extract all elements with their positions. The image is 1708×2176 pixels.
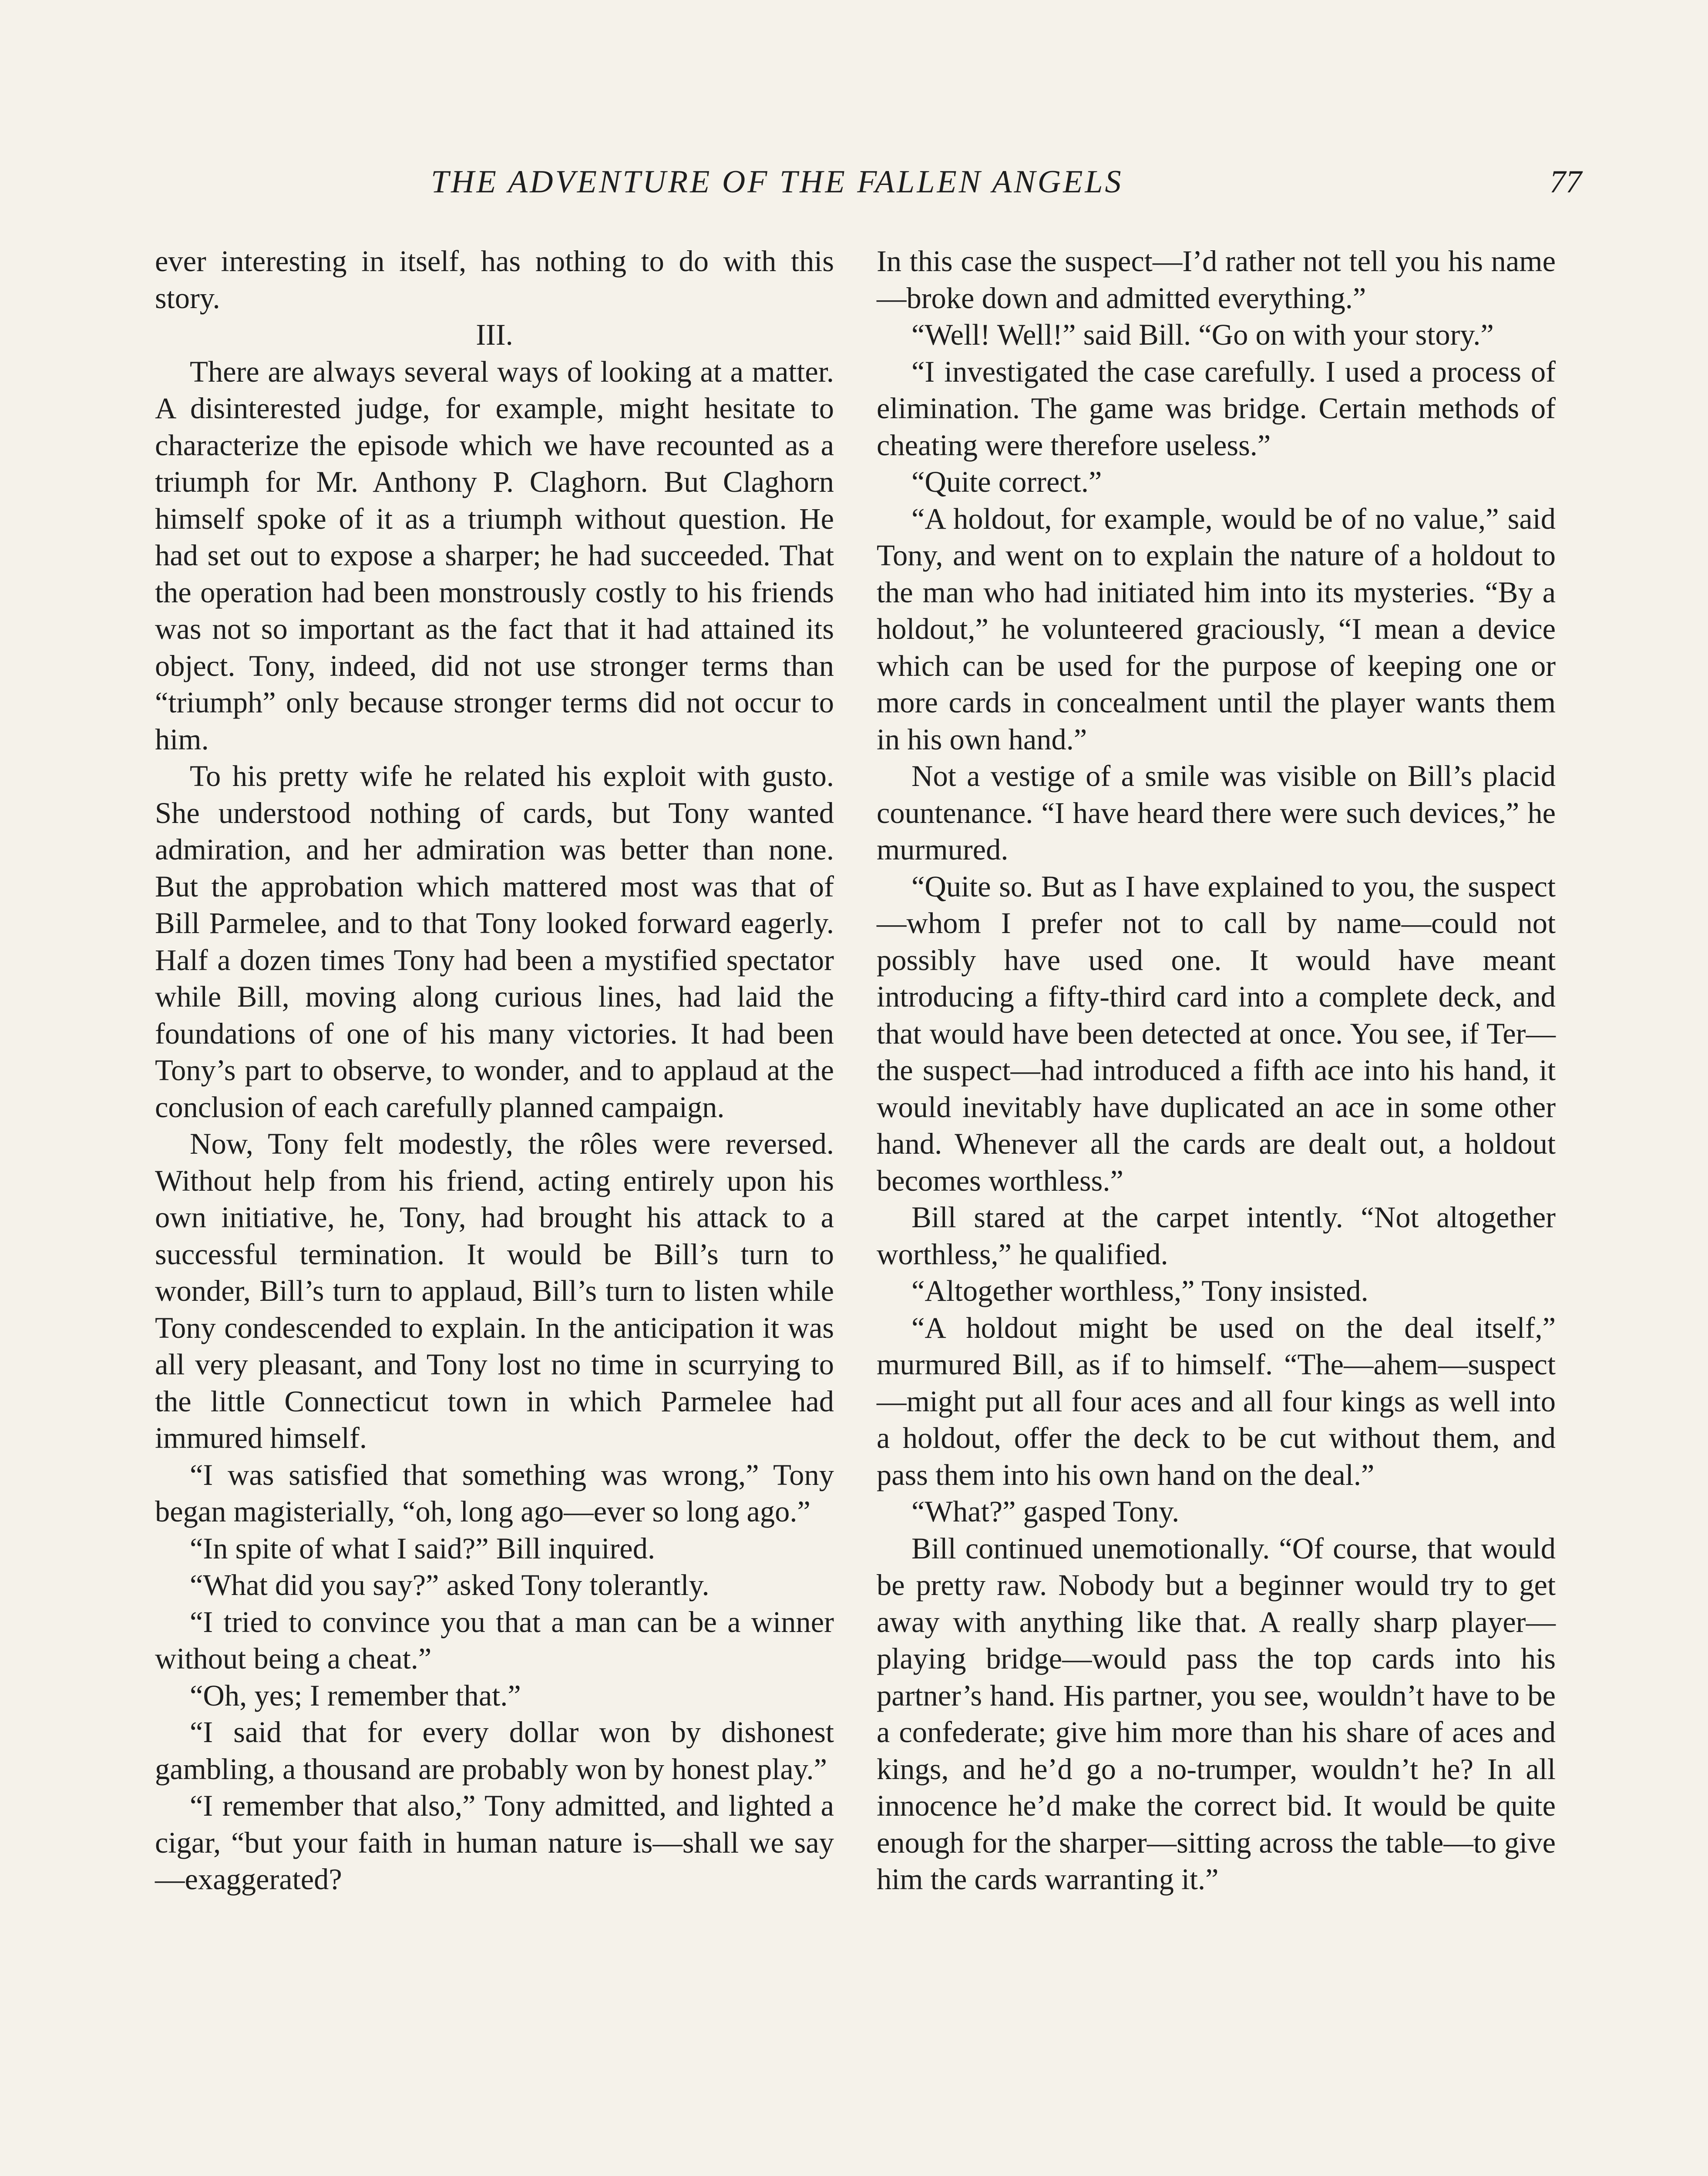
paragraph: “Altogether worthless,” Tony insisted. <box>911 1274 1368 1307</box>
paragraph: “Well! Well!” said Bill. “Go on with your story.” <box>911 318 1494 351</box>
left-text-column <box>155 243 834 1898</box>
paragraph: “In spite of what I said?” Bill inquired. <box>190 1531 656 1565</box>
paragraph: “Oh, yes; I remember that.” <box>190 1679 521 1712</box>
paragraph: “A holdout, for example, would be of no value,” said Tony, and went on to explain the nature of a holdout to the man who had initiated him into its mysteries. “By a holdout,” he volunteered graciously, “I mean a device which can be used for the purpose of keeping one or more cards in concealment until the player wants them in his own hand.” <box>877 502 1556 756</box>
right-text-column <box>877 243 1556 1898</box>
paragraph: “A holdout might be used on the deal itself,” murmured Bill, as if to himself. “The—ahem—suspect—might put all four aces and all four kings as well into a holdout, offer the deck to be cut without them, and pass them into his own hand on the deal.” <box>877 1311 1556 1491</box>
paragraph: Bill continued unemotionally. “Of course, that would be pretty raw. Nobody but a beginner would try to get away with anything like that. A really sharp player—playing bridge—would pass the top cards into his partner’s hand. His partner, you see, wouldn’t have to be a confederate; give him more than his share of aces and kings, and he’d go a no-trumper, wouldn’t he? In all innocence he’d make the correct bid. It would be quite enough for the sharper—sitting across the table—to give him the cards warranting it.” <box>877 1531 1556 1896</box>
paragraph: Now, Tony felt modestly, the rôles were reversed. Without help from his friend, acting entirely upon his own initiative, he, Tony, had brought his attack to a successful termination. It would be Bill’s turn to wonder, Bill’s turn to applaud, Bill’s turn to listen while Tony condescended to explain. In the anticipation it was all very pleasant, and Tony lost no time in scurrying to the little Connecticut town in which Parmelee had immured himself. <box>155 1127 834 1454</box>
paragraph: “I remember that also,” Tony admitted, and lighted a cigar, “but your faith in human nature is—shall we say—exaggerated? <box>155 1789 834 1896</box>
paragraph: “I was satisfied that something was wrong,” Tony began magisterially, “oh, long ago—ever so long ago.” <box>155 1458 834 1528</box>
paragraph: There are always several ways of looking at a matter. A disinterested judge, for example, might hesitate to characterize the episode which we have recounted as a triumph for Mr. Anthony P. Claghorn. But Claghorn himself spoke of it as a triumph without question. He had set out to expose a sharper; he had succeeded. That the operation had been monstrously costly to his friends was not so important as the fact that it had attained its object. Tony, indeed, did not use stronger terms than “triumph” only because stronger terms did not occur to him. <box>155 355 834 756</box>
paragraph: “What did you say?” asked Tony tolerantly. <box>190 1568 709 1602</box>
section-heading: III. <box>476 318 513 351</box>
paragraph: “I tried to convince you that a man can be a winner without being a cheat.” <box>155 1605 834 1675</box>
paragraph: “Quite correct.” <box>911 465 1102 498</box>
paragraph: Bill stared at the carpet intently. “Not altogether worthless,” he qualified. <box>877 1201 1556 1271</box>
page-number: 77 <box>1550 164 1582 200</box>
running-head-title: THE ADVENTURE OF THE FALLEN ANGELS <box>431 164 1123 200</box>
paragraph: “Quite so. But as I have explained to you, the suspect—whom I prefer not to call by name—could not possibly have used one. It would have meant introducing a fifty-third card into a complete deck, and that would have been detected at once. You see, if Ter—the suspect—had introduced a fifth ace into his hand, it would inevitably have duplicated an ace in some other hand. Whenever all the cards are dealt out, a holdout becomes worthless.” <box>877 870 1556 1197</box>
paragraph: “I investigated the case carefully. I used a process of elimination. The game was bridge. Certain methods of cheating were therefore useless.” <box>877 355 1556 462</box>
paragraph: To his pretty wife he related his exploit with gusto. She understood nothing of cards, but Tony wanted admiration, and her admiration was better than none. But the approbation which mattered most was that of Bill Parmelee, and to that Tony looked forward eagerly. Half a dozen times Tony had been a mystified spectator while Bill, moving along curious lines, had laid the foundations of one of his many victories. It had been Tony’s part to observe, to wonder, and to applaud at the conclusion of each carefully planned campaign. <box>155 759 834 1124</box>
paragraph: Not a vestige of a smile was visible on Bill’s placid countenance. “I have heard there were such devices,” he murmured. <box>877 759 1556 866</box>
paragraph: In this case the suspect—I’d rather not tell you his name—broke down and admitted everything.” <box>877 245 1556 315</box>
paragraph: “What?” gasped Tony. <box>911 1495 1180 1528</box>
paragraph: “I said that for every dollar won by dishonest gambling, a thousand are probably won by honest play.” <box>155 1716 834 1786</box>
paragraph: ever interesting in itself, has nothing to do with this story. <box>155 245 834 315</box>
